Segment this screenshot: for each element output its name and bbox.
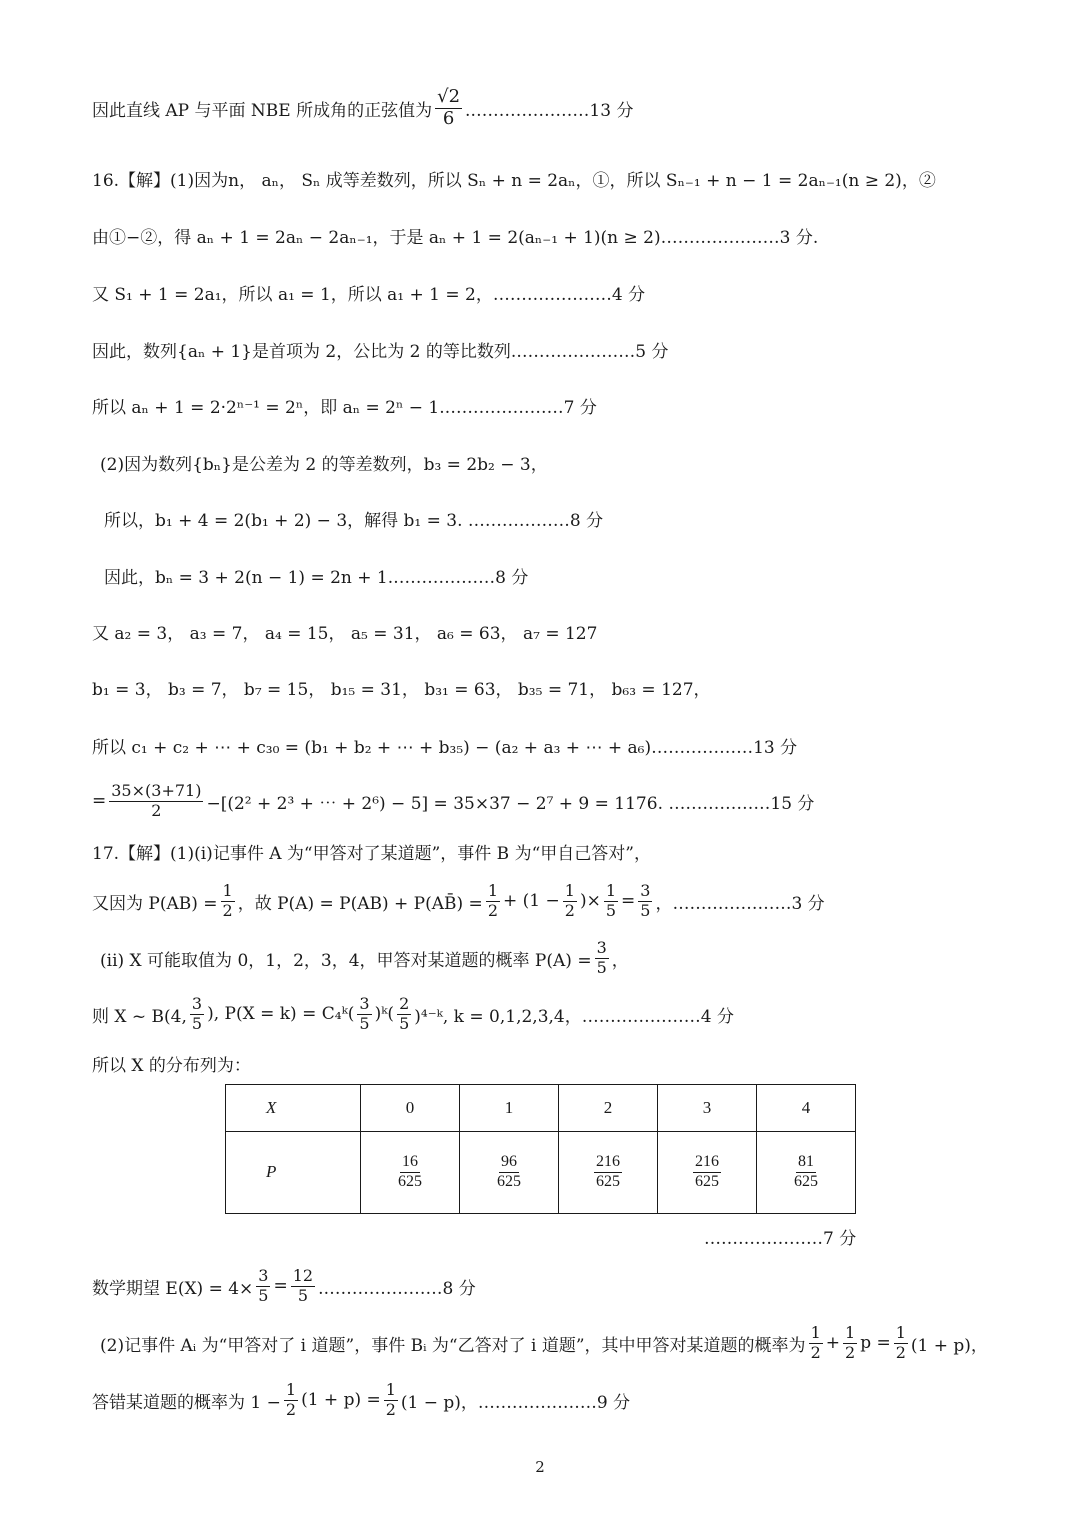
text-line-21 bbox=[92, 1377, 630, 1423]
frac-den: 5 bbox=[191, 1013, 203, 1033]
frac-num: 1 bbox=[285, 1380, 297, 1400]
frac-num: 1 bbox=[605, 881, 617, 901]
frac-num: 96 bbox=[499, 1153, 519, 1172]
line-17-part: )ᵏ( bbox=[374, 1004, 395, 1024]
text-line-17 bbox=[92, 991, 734, 1037]
line-21-part: 答错某道题的概率为 1 − bbox=[92, 1392, 281, 1413]
line-13-eq: = bbox=[92, 791, 107, 811]
fraction-sqrt2-over-6 bbox=[435, 87, 462, 129]
fraction bbox=[792, 1153, 820, 1191]
frac-num: 3 bbox=[258, 1266, 269, 1286]
frac-den: 2 bbox=[151, 800, 162, 820]
line-20-part: (2)记事件 Aᵢ 为“甲答对了 i 道题”，事件 Bᵢ 为“乙答对了 i 道题”，其中甲答对某道题的概率为 bbox=[100, 1335, 806, 1356]
frac-num: 1 bbox=[385, 1380, 396, 1400]
score-7: …………………7 分 bbox=[704, 1228, 857, 1249]
frac-num: 1 bbox=[222, 881, 233, 901]
fraction bbox=[357, 995, 371, 1033]
line-3-text: 由①−②，得 aₙ + 1 = 2aₙ − 2aₙ₋₁，于是 aₙ + 1 = 2(aₙ₋₁ + 1)(n ≥ 2)…………………3 分. bbox=[92, 227, 819, 248]
fraction bbox=[384, 1381, 398, 1419]
line-15-part: ，故 P(A) = P(AB) + P(AB̄) = bbox=[237, 893, 483, 914]
text-line-10 bbox=[92, 611, 597, 651]
frac-num: 1 bbox=[845, 1323, 856, 1343]
line-21-part: (1 + p) = bbox=[301, 1390, 381, 1410]
line-2-text: 16.【解】(1)因为n， aₙ， Sₙ 成等差数列，所以 Sₙ + n = 2aₙ，①，所以 Sₙ₋₁ + n − 1 = 2aₙ₋₁(n ≥ 2)，② bbox=[92, 170, 936, 191]
text-line-19 bbox=[92, 1263, 476, 1309]
frac-num: 12 bbox=[292, 1266, 314, 1286]
fraction bbox=[693, 1153, 721, 1191]
frac-num: 3 bbox=[359, 994, 370, 1014]
table-cell-x: 2 bbox=[558, 1085, 657, 1132]
fraction bbox=[221, 882, 235, 920]
text-line-3 bbox=[92, 215, 818, 255]
text-line-15 bbox=[92, 878, 825, 924]
fraction bbox=[190, 995, 204, 1033]
frac-den: 2 bbox=[845, 1342, 856, 1362]
fraction bbox=[595, 939, 609, 977]
line-12-text: 所以 c₁ + c₂ + ⋯ + c₃₀ = (b₁ + b₂ + ⋯ + b₃₅) − (a₂ + a₃ + ⋯ + a₆)………………13 分 bbox=[92, 737, 798, 758]
table-row-x bbox=[226, 1085, 856, 1132]
frac-den: 5 bbox=[596, 957, 607, 977]
fraction bbox=[486, 882, 500, 920]
text-line-13 bbox=[92, 778, 814, 824]
frac-den: 5 bbox=[605, 900, 617, 920]
frac-num: 216 bbox=[594, 1153, 622, 1172]
table-header-x: X bbox=[226, 1085, 361, 1132]
line-1-score: .…………………13 分 bbox=[465, 100, 634, 121]
line-15-part: 又因为 P(AB) = bbox=[92, 893, 218, 914]
frac-den: 625 bbox=[793, 1172, 818, 1190]
line-4-text: 又 S₁ + 1 = 2a₁，所以 a₁ = 1，所以 a₁ + 1 = 2，…………………4 分 bbox=[92, 284, 646, 305]
frac-den: 2 bbox=[895, 1342, 906, 1362]
line-17-part: )⁴⁻ᵏ, k = 0,1,2,3,4，…………………4 分 bbox=[414, 1006, 734, 1027]
frac-num: 216 bbox=[693, 1153, 721, 1172]
frac-num: √2 bbox=[437, 85, 461, 107]
page-number: 2 bbox=[535, 1458, 545, 1476]
fraction bbox=[843, 1324, 857, 1362]
text-line-11 bbox=[92, 667, 711, 707]
frac-num: 3 bbox=[191, 994, 203, 1014]
text-line-14 bbox=[92, 831, 651, 871]
frac-den: 5 bbox=[258, 1285, 269, 1305]
frac-den: 5 bbox=[399, 1013, 410, 1033]
line-16-part: ， bbox=[611, 950, 629, 971]
line-15-part: ，…………………3 分 bbox=[655, 893, 825, 914]
fraction bbox=[284, 1381, 298, 1419]
frac-den: 625 bbox=[595, 1172, 620, 1190]
frac-den: 2 bbox=[385, 1399, 396, 1419]
line-19-part: .…………………8 分 bbox=[318, 1278, 476, 1299]
frac-den: 6 bbox=[442, 107, 455, 129]
frac-num: 1 bbox=[895, 1323, 906, 1343]
frac-num: 1 bbox=[564, 881, 575, 901]
frac-den: 2 bbox=[222, 900, 233, 920]
line-20-part: + bbox=[825, 1333, 840, 1353]
line-14-text: 17.【解】(1)(i)记事件 A 为“甲答对了某道题”，事件 B 为“甲自己答对”， bbox=[92, 843, 651, 864]
frac-num: 1 bbox=[487, 881, 498, 901]
line-13-text: −[(2² + 2³ + ⋯ + 2⁶) − 5] = 35×37 − 2⁷ + 9 = 1176. ………………15 分 bbox=[206, 793, 815, 814]
frac-den: 2 bbox=[285, 1399, 297, 1419]
fraction bbox=[894, 1324, 908, 1362]
text-line-12 bbox=[92, 725, 797, 765]
distribution-table bbox=[225, 1084, 856, 1214]
line-9-text: 因此，bₙ = 3 + 2(n − 1) = 2n + 1.………………8 分 bbox=[104, 567, 529, 588]
text-line-4 bbox=[92, 272, 645, 312]
table-cell-p bbox=[459, 1131, 558, 1213]
fraction bbox=[291, 1267, 315, 1305]
fraction bbox=[604, 882, 618, 920]
table-cell-p bbox=[657, 1131, 756, 1213]
text-line-9 bbox=[104, 555, 528, 595]
fraction bbox=[809, 1324, 823, 1362]
frac-den: 5 bbox=[297, 1285, 308, 1305]
line-21-part: (1 − p)，…………………9 分 bbox=[400, 1392, 631, 1413]
text-line-1 bbox=[92, 85, 634, 129]
fraction bbox=[563, 882, 577, 920]
text-line-5 bbox=[92, 329, 668, 369]
line-15-part: )× bbox=[579, 891, 601, 911]
text-line-16 bbox=[100, 935, 629, 981]
line-11-text: b₁ = 3， b₃ = 7， b₇ = 15， b₁₅ = 31， b₃₁ = 63， b₃₅ = 71， b₆₃ = 127， bbox=[92, 679, 711, 700]
table-cell-x: 0 bbox=[361, 1085, 460, 1132]
frac-den: 2 bbox=[487, 900, 498, 920]
table-cell-p bbox=[756, 1131, 855, 1213]
text-line-18 bbox=[92, 1043, 251, 1083]
line-17-part: 则 X ~ B(4, bbox=[92, 1006, 187, 1027]
line-15-part: = bbox=[621, 891, 636, 911]
line-16-part: (ii) X 可能取值为 0，1，2，3，4，甲答对某道题的概率 P(A) = bbox=[100, 950, 592, 971]
frac-num: 2 bbox=[399, 994, 410, 1014]
table-header-p: P bbox=[226, 1131, 361, 1213]
fraction bbox=[256, 1267, 270, 1305]
fraction bbox=[594, 1153, 622, 1191]
line-19-part: = bbox=[273, 1276, 288, 1296]
fraction-35x74-over-2 bbox=[109, 782, 203, 820]
frac-den: 625 bbox=[496, 1172, 521, 1190]
text-line-7 bbox=[100, 442, 548, 482]
line-8-text: 所以，b₁ + 4 = 2(b₁ + 2) − 3，解得 b₁ = 3. ………………8 分 bbox=[104, 510, 604, 531]
table-cell-x: 1 bbox=[459, 1085, 558, 1132]
line-19-part: 数学期望 E(X) = 4× bbox=[92, 1278, 254, 1299]
line-6-text: 所以 aₙ + 1 = 2·2ⁿ⁻¹ = 2ⁿ，即 aₙ = 2ⁿ − 1.…………………7 分 bbox=[92, 397, 597, 418]
table-cell-p bbox=[558, 1131, 657, 1213]
frac-den: 2 bbox=[810, 1342, 821, 1362]
frac-num: 3 bbox=[596, 938, 607, 958]
line-5-text: 因此，数列{aₙ + 1}是首项为 2，公比为 2 的等比数列.…………………5 分 bbox=[92, 341, 669, 362]
frac-num: 1 bbox=[810, 1323, 821, 1343]
frac-num: 35×(3+71) bbox=[111, 781, 202, 801]
line-18-text: 所以 X 的分布列为： bbox=[92, 1055, 251, 1076]
frac-den: 2 bbox=[564, 900, 575, 920]
table-cell-p bbox=[361, 1131, 460, 1213]
line-17-part: ), P(X = k) = C₄ᵏ( bbox=[207, 1004, 355, 1024]
line-1-text: 因此直线 AP 与平面 NBE 所成角的正弦值为 bbox=[92, 100, 433, 121]
frac-den: 5 bbox=[359, 1013, 370, 1033]
table-cell-x: 3 bbox=[657, 1085, 756, 1132]
table-cell-x: 4 bbox=[756, 1085, 855, 1132]
frac-num: 81 bbox=[796, 1153, 816, 1172]
text-line-6 bbox=[92, 385, 597, 425]
frac-den: 625 bbox=[397, 1172, 422, 1190]
frac-den: 5 bbox=[640, 900, 651, 920]
frac-num: 3 bbox=[640, 881, 651, 901]
text-line-8 bbox=[104, 498, 603, 538]
table-row-p bbox=[226, 1131, 856, 1213]
line-15-part: + (1 − bbox=[503, 891, 560, 911]
fraction bbox=[495, 1153, 523, 1191]
text-line-20 bbox=[100, 1320, 988, 1366]
fraction bbox=[396, 1153, 424, 1191]
fraction bbox=[397, 995, 411, 1033]
line-20-part: (1 + p)， bbox=[910, 1335, 988, 1356]
line-7-text: (2)因为数列{bₙ}是公差为 2 的等差数列，b₃ = 2b₂ − 3， bbox=[100, 454, 548, 475]
line-20-part: p = bbox=[860, 1333, 891, 1353]
text-line-2 bbox=[92, 158, 936, 198]
fraction bbox=[638, 882, 652, 920]
frac-num: 16 bbox=[400, 1153, 420, 1172]
frac-den: 625 bbox=[694, 1172, 719, 1190]
line-10-text: 又 a₂ = 3， a₃ = 7， a₄ = 15， a₅ = 31， a₆ = 63， a₇ = 127 bbox=[92, 623, 598, 644]
